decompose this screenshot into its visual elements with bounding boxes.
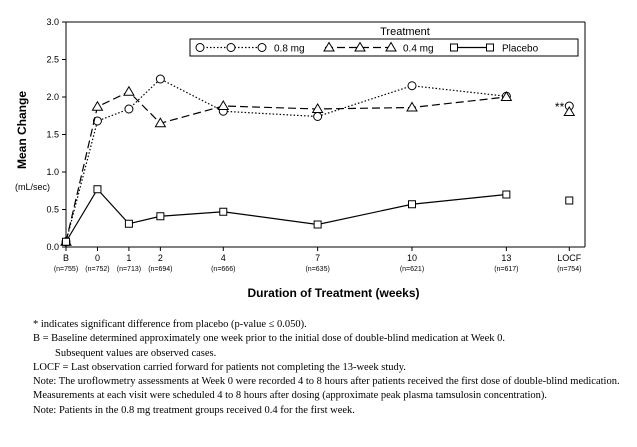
significance-marker: ** [554, 100, 565, 114]
data-point-placebo [94, 186, 101, 193]
x-tick-n-label: (n=635) [305, 266, 330, 273]
chart-legend [190, 26, 578, 56]
y-axis-unit: (mL/sec) [15, 182, 51, 192]
x-tick-label: 10 [406, 253, 418, 263]
y-tick-label: 2.0 [46, 92, 59, 102]
x-tick-n-label: (n=621) [399, 266, 425, 273]
note-dosing: Note: Patients in the 0.8 mg treatment groups received 0.4 for the first week. [33, 404, 355, 416]
note-significance: * indicates significant difference from placebo (p-value ≤ 0.050). [33, 319, 307, 330]
series-0-8-mg [62, 75, 573, 246]
x-tick-n-label: (n=752) [85, 266, 110, 273]
x-tick-label: 7 [315, 253, 321, 263]
locf-point-placebo [566, 197, 573, 204]
data-point-0-8-mg [125, 105, 133, 113]
x-tick-label: 4 [220, 253, 226, 263]
data-point-0-4-mg [124, 87, 134, 96]
x-tick-label: 0 [94, 253, 100, 263]
data-point-0-4-mg [218, 101, 228, 110]
x-tick-n-label: (n=754) [557, 266, 582, 273]
x-tick-label: 13 [501, 253, 512, 263]
x-axis-title: Duration of Treatment (weeks) [247, 286, 420, 300]
note-uroflowmetry: Note: The uroflowmetry assessments at Week 0 were recorded 4 to 8 hours after patients received the first dose of double-blind medication. Measurements at each visit were scheduled 4 to 8 hours after dosing (approximate peak plasma tamsulosin concentration). [33, 376, 620, 402]
x-tick-n-label: (n=666) [211, 266, 236, 273]
legend-label-0-4-mg: 0.4 mg [403, 43, 434, 55]
x-tick-n-label: (n=755) [53, 266, 79, 273]
legend-label-0-8-mg: 0.8 mg [274, 43, 305, 55]
series-placebo [63, 186, 573, 246]
series-line-placebo [66, 189, 506, 242]
note-locf: LOCF = Last observation carried forward for patients not completing the 13-week study. [33, 361, 406, 373]
x-tick-label: 2 [157, 253, 163, 263]
x-tick-n-label: (n=617) [494, 266, 519, 273]
data-point-0-8-mg [156, 75, 164, 83]
x-tick-n-label: (n=694) [148, 266, 173, 273]
data-point-0-8-mg [408, 82, 416, 90]
x-tick-label: LOCF [557, 253, 582, 263]
data-point-placebo [503, 191, 510, 198]
series-line-0-4-mg [66, 92, 506, 242]
y-axis-title: Mean Change [15, 90, 29, 170]
data-point-placebo [220, 208, 227, 215]
x-tick-n-label: (n=713) [116, 266, 142, 273]
data-point-placebo [157, 213, 164, 220]
y-tick-label: 2.5 [46, 54, 59, 65]
data-point-placebo [409, 201, 416, 208]
legend-marker-0-8-mg [227, 44, 235, 52]
chart-axes [15, 17, 585, 300]
series-line-0-8-mg [66, 79, 506, 242]
data-point-0-8-mg [314, 113, 322, 121]
legend-title: Treatment [380, 26, 430, 38]
x-tick-label: B [62, 253, 70, 263]
legend-label-placebo: Placebo [502, 43, 539, 55]
y-tick-label: 1.5 [46, 129, 59, 140]
legend-marker-0-8-mg [258, 44, 266, 52]
legend-marker-0-8-mg [196, 44, 204, 52]
data-point-placebo [125, 220, 132, 227]
note-baseline-cont: Subsequent values are observed cases. [55, 347, 217, 359]
chart-marks [61, 75, 574, 246]
legend-marker-placebo [451, 44, 458, 51]
y-tick-label: 3.0 [46, 17, 59, 27]
y-tick-label: 0.5 [46, 204, 59, 215]
x-tick-label: 1 [126, 253, 132, 263]
y-tick-label: 0.0 [46, 242, 59, 252]
data-point-0-4-mg [92, 102, 102, 111]
data-point-placebo [314, 221, 321, 228]
chart-notes [33, 318, 633, 418]
y-tick-label: 1.0 [46, 167, 59, 177]
data-point-placebo [63, 238, 70, 245]
legend-marker-placebo [487, 44, 494, 51]
note-baseline: B = Baseline determined approximately one week prior to the initial dose of double-blind medication at Week 0. [33, 333, 506, 345]
data-point-0-4-mg [313, 104, 323, 113]
